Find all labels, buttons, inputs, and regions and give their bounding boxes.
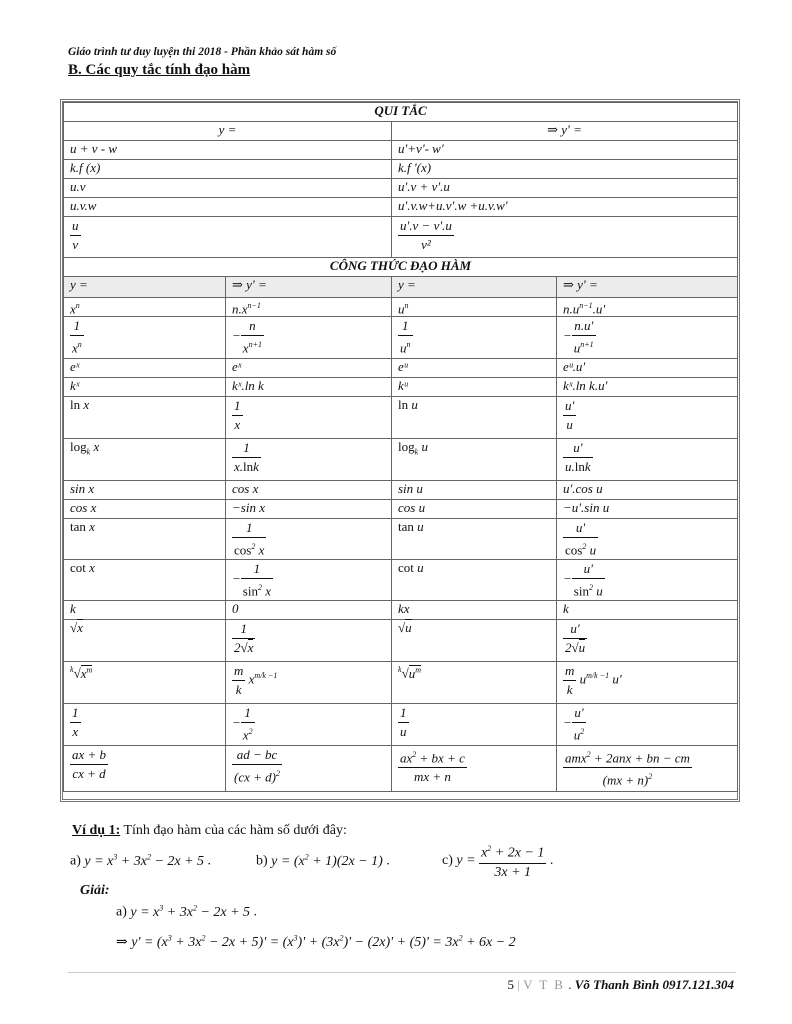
- table-row: u.v.w u'.v.w+u.v'.w +u.v.w': [64, 198, 738, 217]
- table-row: ln x $\frac{1}{x}$ ln u $\frac{u'}{u}$: [64, 396, 738, 438]
- formula-table: [63, 102, 738, 792]
- table-row: $\frac{ax + b}{cx + d}$ $\frac{ad - bc}{(cx + d)^2}$ $\frac{ax^2 + bx + c}{mx + n}$ $\frac{amx^2 + 2anx + bn - cm}{(mx + n)^2}$: [64, 745, 738, 791]
- solution-a: a) $y = x^3 + 3x^2 - 2x + 5$ .: [116, 903, 258, 920]
- table-row: $x^n$ $n.x^{n-1}$ $u^n$ $n.u^{n-1}.u'$: [64, 298, 738, 317]
- table-row: sin x cos x sin u u'.cos u: [64, 480, 738, 499]
- table-row: k 0 kx k: [64, 601, 738, 620]
- table-row: $\frac{1}{x}$ − $\frac{1}{x^2}$ $\frac{1}{u}$ − $\frac{u'}{u^2}$: [64, 704, 738, 745]
- table-row: u + v - w u'+v'- w': [64, 141, 738, 160]
- table-row: cos x −sin x cos u −u'.sin u: [64, 499, 738, 518]
- table-row: kˣ kˣ.ln k kᵘ kˣ.ln k.u': [64, 377, 738, 396]
- example-c: c) y = $\frac{x^2 + 2x - 1}{3x + 1}$ .: [442, 840, 553, 882]
- table-row: $\log_k x$ $\frac{1}{x.\ln k}$ $\log_k u$ $\frac{u'}{u.\ln k}$: [64, 438, 738, 480]
- formulas-heading: CÔNG THỨC ĐẠO HÀM: [64, 258, 738, 277]
- rules-col-left: y =: [64, 122, 392, 141]
- table-row: $\frac{1}{x^n}$ − $\frac{n}{x^{n+1}}$ $\frac{1}{u^n}$ − $\frac{n.u'}{u^{n+1}}$: [64, 317, 738, 358]
- formula-table-box: [60, 99, 740, 802]
- section-title: B. Các quy tắc tính đạo hàm: [68, 62, 251, 78]
- table-row: tan x $\frac{1}{\cos^2 x}$ tan u $\frac{u'}{\cos^2 u}$: [64, 518, 738, 559]
- example-title: Ví dụ 1: Tính đạo hàm của các hàm số dưới đây:: [72, 823, 347, 838]
- example-b: b) $y = (x^2 + 1)(2x - 1)$ .: [256, 852, 390, 869]
- table-row: eˣ eˣ eᵘ eᵘ.u': [64, 358, 738, 377]
- table-row: cot x − $\frac{1}{\sin^2 x}$ cot u − $\frac{u'}{\sin^2 u}$: [64, 559, 738, 600]
- example-a: a) $y = x^3 + 3x^2 - 2x + 5$ .: [70, 852, 212, 869]
- table-row: $^k√x^m$ $\frac{m}{k}$ $x^{m/k -1}$ $^k√u^m$ $\frac{m}{k}$ $u^{m/k -1}$ u': [64, 662, 738, 704]
- table-row: √x $\frac{1}{2√x}$ √u $\frac{u'}{2√u}$: [64, 620, 738, 662]
- formulas-header-row: y = ⇒ y' = y = ⇒ y' =: [64, 277, 738, 298]
- running-header: Giáo trình tư duy luyện thi 2018 - Phần khảo sát hàm số: [68, 46, 337, 58]
- table-row: k.f (x) k.f '(x): [64, 160, 738, 179]
- table-row: u.v u'.v + v'.u: [64, 179, 738, 198]
- table-row: $\frac{u}{v}$ $\frac{u'.v - v'.u}{\text{v²}}$: [64, 217, 738, 258]
- rules-col-right: ⇒ y' =: [392, 122, 738, 141]
- footer-divider: [68, 972, 736, 973]
- solution-a-derivative: ⇒ $y' = (x^3 + 3x^2 - 2x + 5)' = (x^3)' + (3x^2)' - (2x)' + (5)' = 3x^2 + 6x - 2$: [116, 933, 516, 950]
- solution-label: Giải:: [80, 883, 110, 898]
- rules-heading: QUI TẮC: [64, 103, 738, 122]
- footer: 5 | V T B . Võ Thanh Bình 0917.121.304: [507, 977, 734, 992]
